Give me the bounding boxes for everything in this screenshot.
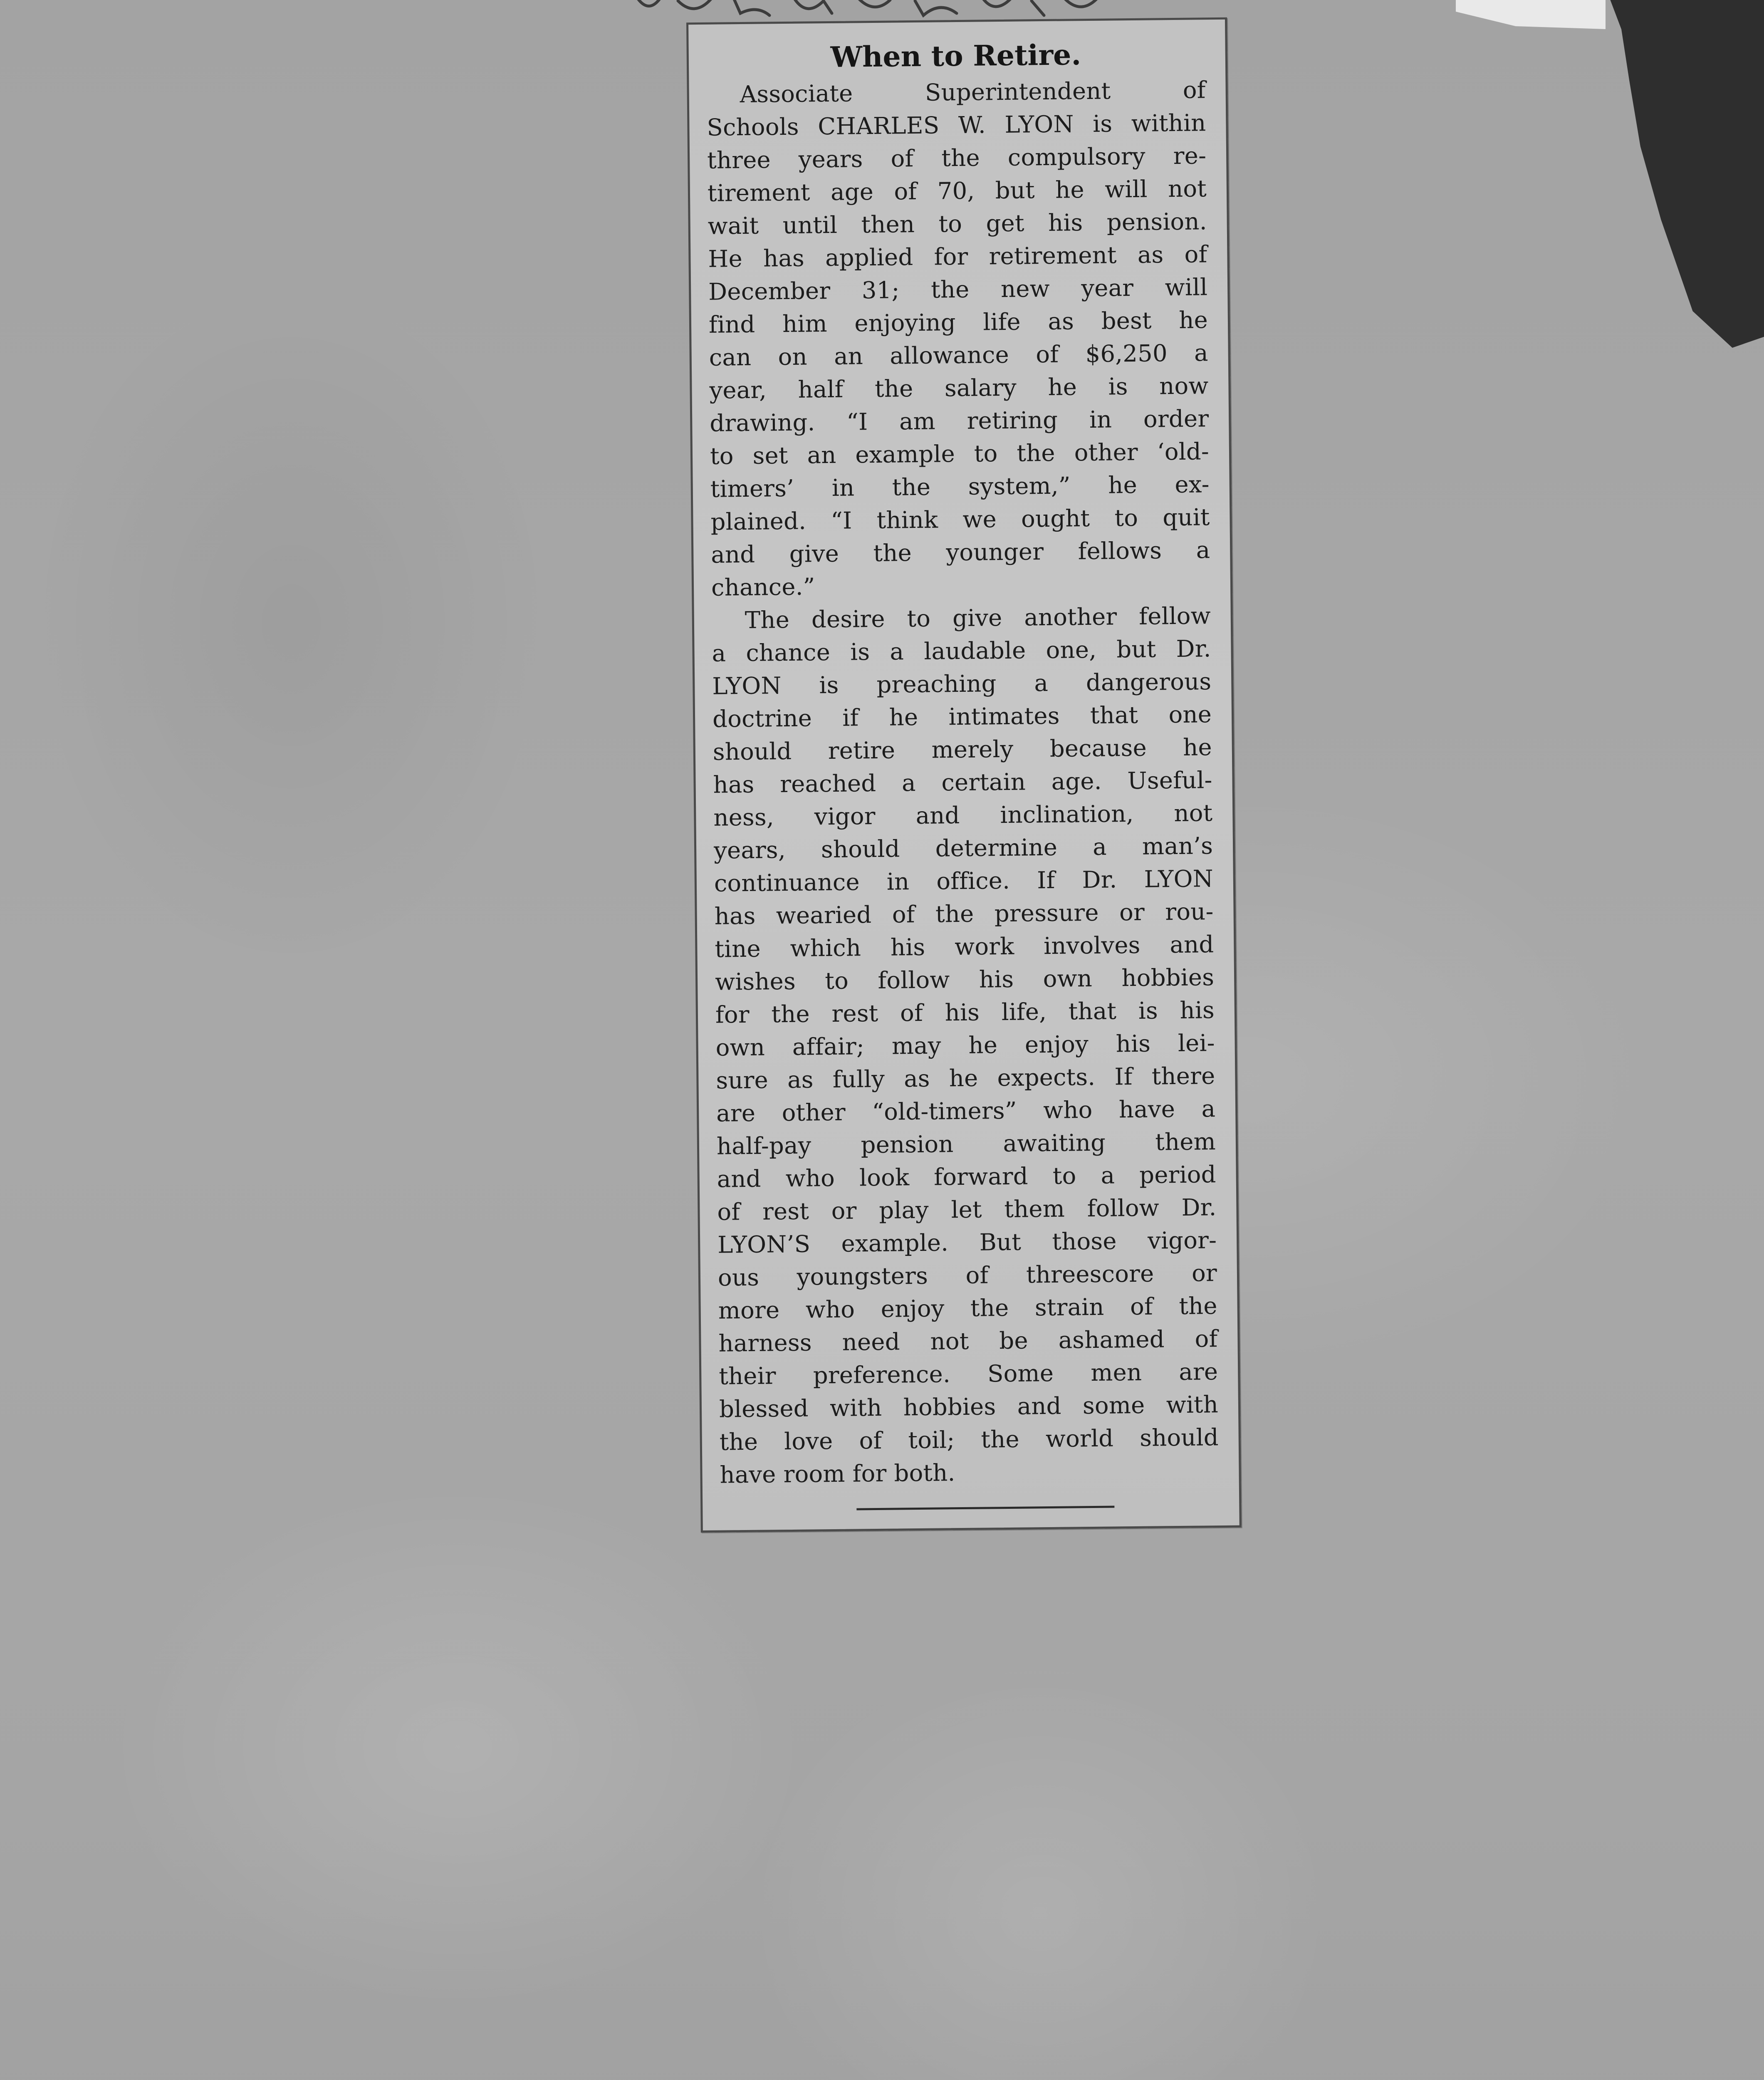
article-line: half-pay pension awaiting them [716,1128,1216,1160]
article-line: a chance is a laudable one, but Dr. [712,635,1211,667]
article-line: tine which his work involves and [715,931,1214,963]
article-paragraph-2 [711,599,1219,1491]
article-line: tirement age of 70, but he will not [707,175,1207,207]
article-line: December 31; the new year will [708,274,1208,306]
article-line: for the rest of his life, that is his [715,997,1215,1029]
cropped-handwriting-top [632,0,1115,17]
article-line: has reached a certain age. Useful- [713,767,1212,799]
article-line: years, should determine a man’s [713,832,1213,864]
article-line: wishes to follow his own hobbies [715,964,1215,996]
article-line: can on an allowance of $6,250 a [709,339,1209,371]
article-line: plained. “I think we ought to quit [710,504,1210,536]
article-line: Associate Superintendent of [740,77,1206,109]
article-line: sure as fully as he expects. If there [716,1062,1215,1094]
article-line: Schools CHARLES W. LYON is within [707,109,1206,141]
article-line: doctrine if he intimates that one [712,701,1212,733]
article-line: timers’ in the system,” he ex- [710,471,1210,503]
article-line: ness, vigor and inclination, not [713,800,1213,832]
article-line: He has applied for retirement as of [708,241,1207,273]
article-line: have room for both. [720,1459,955,1489]
article-line: their preference. Some men are [718,1358,1218,1390]
article-line: wait until then to get his pension. [708,208,1207,240]
article-paragraph-1 [706,74,1210,604]
article-line: The desire to give another fellow [745,602,1211,634]
article-line: and give the younger fellows a [711,537,1210,569]
board-torn-corner [1606,0,1764,366]
article-line: harness need not be ashamed of [718,1325,1218,1357]
article-line: and who look forward to a period [717,1161,1216,1193]
end-of-article-rule [856,1506,1114,1510]
article-line: three years of the compulsory re- [707,142,1207,174]
article-headline: When to Retire. [830,38,1081,74]
article-line: the love of toil; the world should [719,1424,1219,1456]
article-line: ous youngsters of threescore or [717,1260,1217,1292]
article-line: drawing. “I am retiring in order [709,405,1209,437]
article-line: to set an example to the other ‘old- [710,438,1210,470]
article-line: of rest or play let them follow Dr. [717,1194,1217,1226]
clipping-body [706,36,1219,1491]
board-torn-corner-highlight [1456,0,1606,29]
article-line: continuance in office. If Dr. LYON [714,865,1214,897]
article-line: should retire merely because he [713,734,1212,766]
article-line: LYON’S example. But those vigor- [717,1227,1217,1259]
article-line: find him enjoying life as best he [708,307,1208,339]
newspaper-clipping [686,17,1242,1533]
article-line: are other “old-timers” who have a [716,1095,1216,1127]
article-line: LYON is preaching a dangerous [712,668,1212,700]
article-line: year, half the salary he is now [709,372,1209,404]
article-line: blessed with hobbies and some with [719,1391,1219,1423]
article-line: more who enjoy the strain of the [718,1293,1218,1325]
article-line: has wearied of the pressure or rou- [714,898,1214,930]
article-line: own affair; may he enjoy his lei- [715,1030,1215,1062]
article-line: chance.” [711,573,815,602]
